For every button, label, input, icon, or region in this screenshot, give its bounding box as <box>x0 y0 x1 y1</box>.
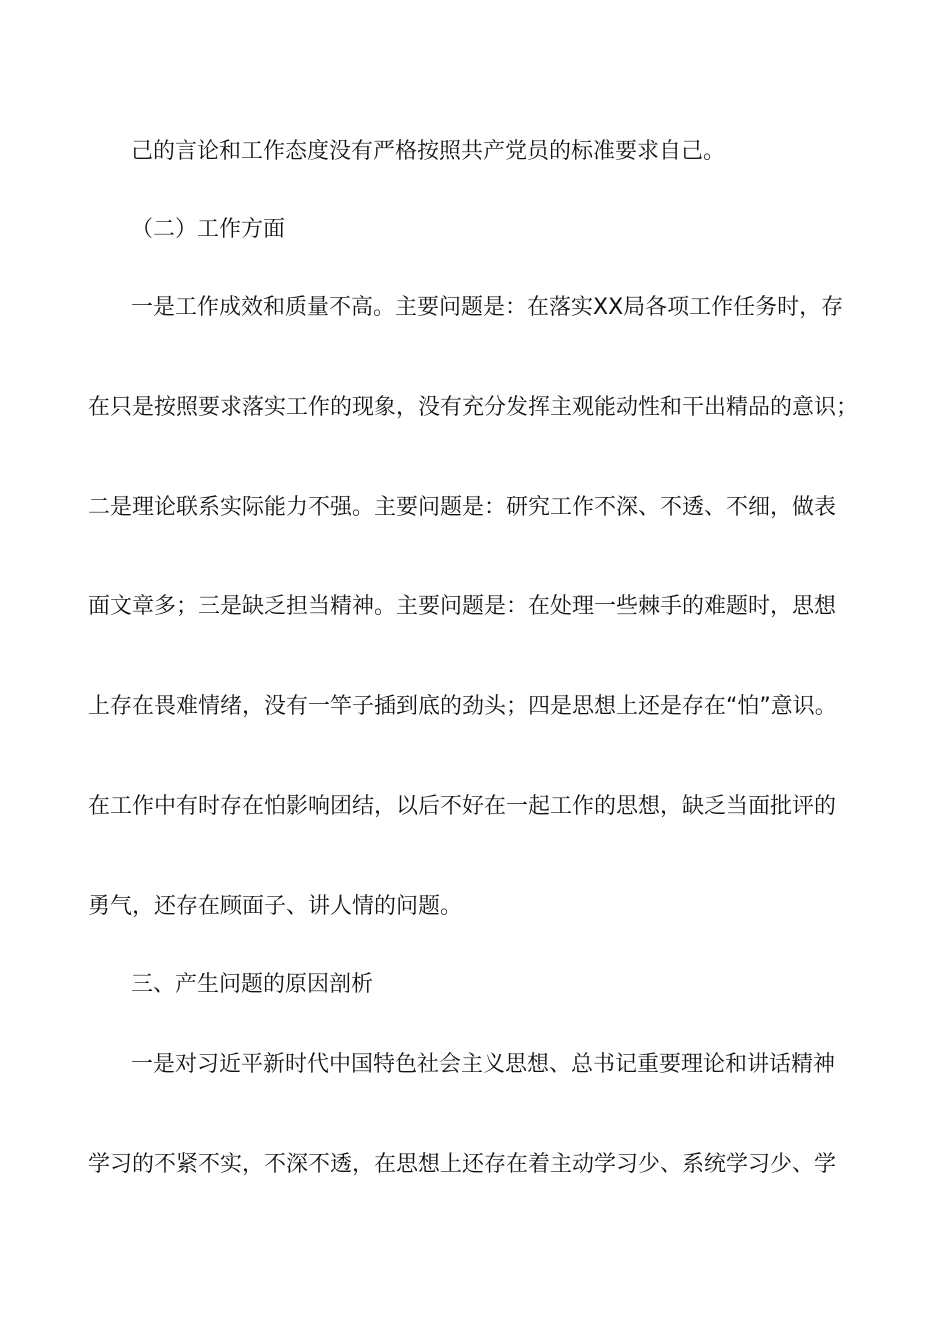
paragraph-line-5: 二是理论联系实际能力不强。主要问题是：研究工作不深、不透、不细，做表 <box>88 495 837 520</box>
paragraph-line-12: 学习的不紧不实，不深不透，在思想上还存在着主动学习少、系统学习少、学 <box>88 1152 837 1177</box>
paragraph-line-6: 面文章多；三是缺乏担当精神。主要问题是：在处理一些棘手的难题时，思想 <box>88 594 837 619</box>
paragraph-line-7: 上存在畏难情绪，没有一竿子插到底的劲头；四是思想上还是存在“怕”意识。 <box>88 694 837 719</box>
section-heading-work: （二）工作方面 <box>131 217 286 242</box>
section-heading-causes: 三、产生问题的原因剖析 <box>131 972 374 997</box>
paragraph-line-4: 在只是按照要求落实工作的现象，没有充分发挥主观能动性和干出精品的意识； <box>88 395 859 420</box>
paragraph-line-1: 己的言论和工作态度没有严格按照共产党员的标准要求自己。 <box>131 139 726 164</box>
paragraph-line-11: 一是对习近平新时代中国特色社会主义思想、总书记重要理论和讲话精神 <box>131 1052 836 1077</box>
paragraph-line-8: 在工作中有时存在怕影响团结，以后不好在一起工作的思想，缺乏当面批评的 <box>88 794 837 819</box>
paragraph-line-9: 勇气，还存在顾面子、讲人情的问题。 <box>88 894 463 919</box>
paragraph-line-3: 一是工作成效和质量不高。主要问题是：在落实XX局各项工作任务时，存 <box>131 295 844 320</box>
